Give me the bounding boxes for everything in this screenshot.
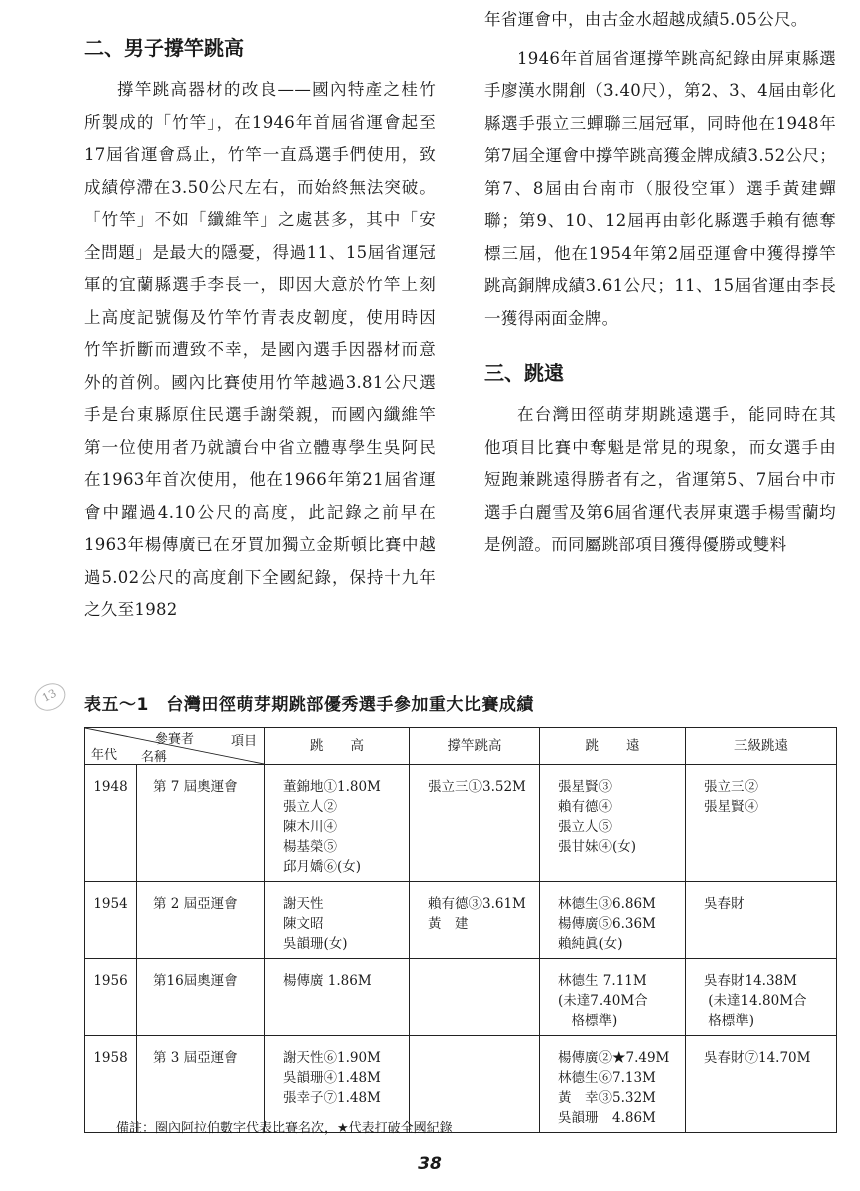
section-heading-long-jump: 三、跳遠 [484, 361, 564, 385]
row-pole-vault: 賴有德③3.61M 黃 建 [410, 882, 540, 959]
results-table [84, 727, 837, 1133]
row-event: 第16屆奧運會 [137, 959, 265, 1036]
header-long-jump: 跳 遠 [540, 728, 686, 765]
paragraph-pole-vault-records: 1946年首屆省運撐竿跳高紀錄由屏東縣選手廖漢水開創（3.40尺），第2、3、4屆由彰化縣選手張立三蟬聯三屆冠軍，同時他在1948年第7屆全運會中撐竿跳高獲金牌成績3.52公尺；第7、8屆由台南市（服役空軍）選手黃建蟬聯；第9、10、12屆再由彰化縣選手賴有德奪標三屆，他在1954年第2屆亞運會中獲得撐竿跳高銅牌成績3.61公尺；11、15屆省運由李長一獲得兩面金牌。 [484, 48, 836, 328]
row-triple-jump: 吳春財 [686, 882, 837, 959]
row-long-jump: 林德生 7.11M (未達7.40M合 格標準) [540, 959, 686, 1036]
corner-name-label: 名稱 [141, 750, 168, 765]
table-header-row [85, 728, 837, 765]
row-pole-vault [410, 959, 540, 1036]
right-column [484, 0, 836, 562]
row-triple-jump: 吳春財14.38M (未達14.80M合 格標準) [686, 959, 837, 1036]
row-high-jump: 楊傳廣 1.86M [265, 959, 410, 1036]
header-corner-cell [85, 728, 265, 765]
row-high-jump: 董錦地①1.80M 張立人② 陳木川④ 楊基榮⑤ 邱月嬌⑥(女) [265, 765, 410, 882]
corner-event-label: 項目 [231, 734, 258, 749]
paragraph-pole-vault-equipment: 撐竿跳高器材的改良——國內特產之桂竹所製成的「竹竿」，在1946年首屆省運會起至17屆省運會爲止，竹竿一直爲選手們使用，致成績停滯在3.50公尺左右，而始終無法突破。「竹竿」不如「纖維竿」之處甚多，其中「安全問題」是最大的隱憂，得過11、15屆省運冠軍的宜蘭縣選手李長一，即因大意於竹竿上刻上高度記號傷及竹竿竹青表皮韌度，使用時因竹竿折斷而遭致不幸，是國內選手因器材而意外的首例。國內比賽使用竹竿越過3.81公尺選手是台東縣原住民選手謝榮親，而國內纖維竿第一位使用者乃就讀台中省立體專學生吳阿民在1963年首次使用，他在1966年第21屆省運會中躍過4.10公尺的高度，此記錄之前早在1963年楊傳廣已在牙買加獨立金斯頓比賽中越過5.02公尺的高度創下全國紀錄，保持十九年之久至1982 [84, 80, 436, 619]
corner-year-label: 年代 [91, 748, 118, 763]
row-year: 1958 [85, 1036, 137, 1133]
table-row [85, 765, 837, 882]
row-year: 1956 [85, 959, 137, 1036]
section-heading-pole-vault: 二、男子撐竿跳高 [84, 36, 244, 60]
table-row [85, 882, 837, 959]
row-high-jump: 謝天性⑥1.90M 吳韻珊④1.48M 張幸子⑦1.48M [265, 1036, 410, 1133]
table-title: 表五～1 台灣田徑萌芽期跳部優秀選手參加重大比賽成績 [84, 695, 534, 715]
row-long-jump: 林德生③6.86M 楊傳廣⑤6.36M 賴純眞(女) [540, 882, 686, 959]
row-event: 第 2 屆亞運會 [137, 882, 265, 959]
left-column [84, 0, 436, 627]
row-year: 1948 [85, 765, 137, 882]
margin-handwritten-note: 13 [30, 678, 70, 716]
table-footnote: 備註：圈內阿拉伯數字代表比賽名次，★代表打破全國紀錄 [116, 1121, 453, 1136]
header-pole-vault: 撐竿跳高 [410, 728, 540, 765]
row-event: 第 3 屆亞運會 [137, 1036, 265, 1133]
row-triple-jump: 吳春財⑦14.70M [686, 1036, 837, 1133]
row-pole-vault: 張立三①3.52M [410, 765, 540, 882]
row-triple-jump: 張立三② 張星賢④ [686, 765, 837, 882]
table-row [85, 959, 837, 1036]
header-high-jump: 跳 高 [265, 728, 410, 765]
row-long-jump: 張星賢③ 賴有德④ 張立人⑤ 張甘妹④(女) [540, 765, 686, 882]
row-event: 第 7 屆奧運會 [137, 765, 265, 882]
corner-participant-label: 參賽者 [155, 732, 195, 747]
page-number: 38 [418, 1154, 442, 1174]
paragraph-long-jump: 在台灣田徑萌芽期跳遠選手，能同時在其他項目比賽中奪魁是常見的現象，而女選手由短跑兼跳遠得勝者有之，省運第5、7屆台中市選手白麗雪及第6屆省運代表屏東選手楊雪蘭均是例證。而同屬跳部項目獲得優勝或雙料 [484, 405, 836, 554]
row-long-jump: 楊傳廣②★7.49M 林德生⑥7.13M 黃 幸③5.32M 吳韻珊 4.86M [540, 1036, 686, 1133]
row-high-jump: 謝天性 陳文昭 吳韻珊(女) [265, 882, 410, 959]
header-triple-jump: 三級跳遠 [686, 728, 837, 765]
paragraph-continued: 年省運會中，由古金水超越成績5.05公尺。 [484, 10, 808, 29]
row-year: 1954 [85, 882, 137, 959]
